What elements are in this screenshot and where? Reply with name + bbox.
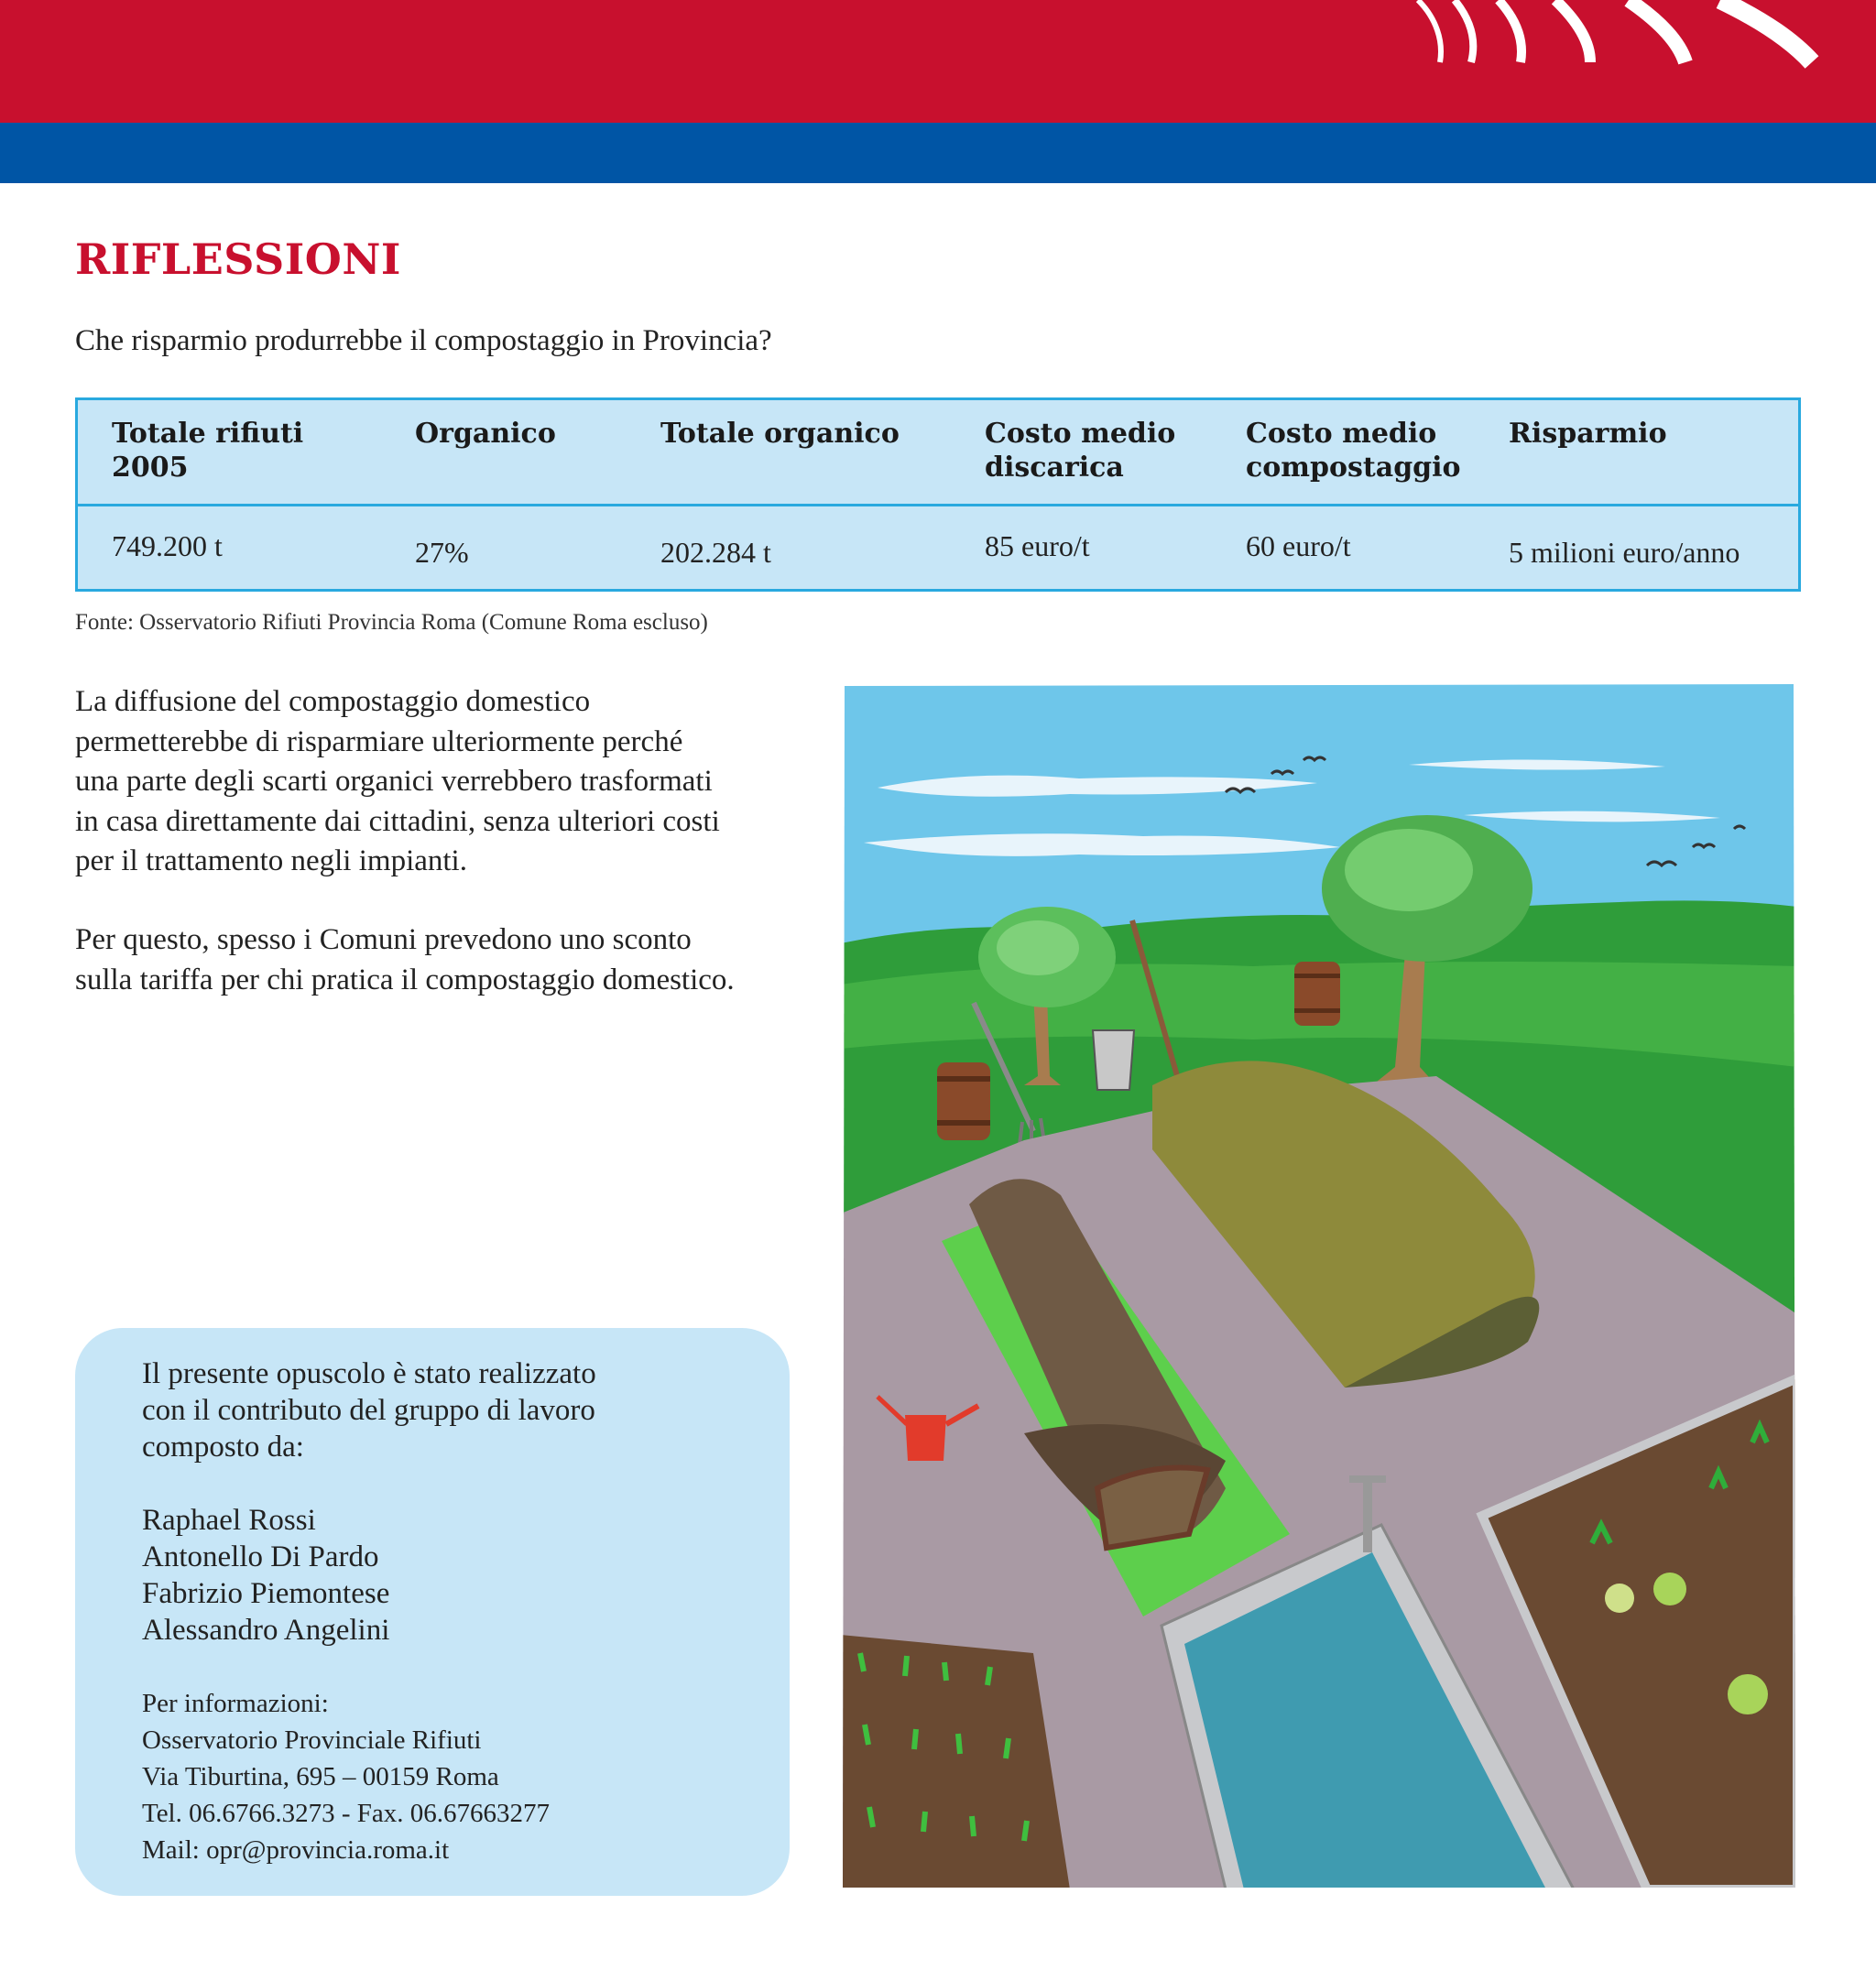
table-header-row [78, 400, 1798, 506]
credits-names [142, 1502, 790, 1649]
cell-risparmio: 5 milioni euro/anno [1509, 536, 1740, 569]
bucket [1093, 1030, 1134, 1090]
text-line: per il trattamento negli impianti. [75, 844, 467, 877]
credit-name: Alessandro Angelini [142, 1614, 390, 1647]
barrel [937, 1062, 990, 1140]
header-text: Totale rifiuti [112, 418, 304, 450]
text-line: Il presente opuscolo è stato realizzato [142, 1357, 596, 1390]
credits-box [75, 1328, 790, 1896]
header-totale-rifiuti [112, 417, 303, 484]
credit-name: Fabrizio Piemontese [142, 1577, 390, 1610]
composting-garden-illustration [841, 682, 1797, 1889]
address: Via Tiburtina, 695 – 00159 Roma [142, 1762, 499, 1791]
cell-costo-compostaggio: 60 euro/t [1246, 529, 1351, 562]
header-red-band [0, 0, 1876, 123]
header-text: Organico [415, 418, 556, 450]
savings-table [75, 397, 1801, 592]
header-costo-discarica [985, 417, 1175, 484]
header-text: compostaggio [1246, 452, 1461, 484]
paragraph-tariff-discount [75, 920, 808, 1000]
cell-totale-organico: 202.284 t [660, 536, 771, 569]
org-name: Osservatorio Provinciale Rifiuti [142, 1725, 482, 1755]
header-text: discarica [985, 452, 1124, 484]
credits-intro [142, 1355, 790, 1465]
table-source-note: Fonte: Osservatorio Rifiuti Provincia Roma (Comune Roma escluso) [75, 610, 708, 635]
vegetable-bed-left [841, 1635, 1070, 1889]
header-costo-compostaggio [1246, 417, 1461, 484]
phone-fax: Tel. 06.6766.3273 - Fax. 06.67663277 [142, 1799, 551, 1828]
cell-costo-discarica: 85 euro/t [985, 529, 1090, 562]
mail-link[interactable]: Mail: opr@provincia.roma.it [142, 1835, 450, 1865]
swoosh-logo-graphic [1363, 0, 1876, 123]
header-risparmio [1509, 417, 1667, 451]
info-label: Per informazioni: [142, 1689, 329, 1718]
header-totale-organico [660, 417, 900, 451]
text-line: con il contributo del gruppo di lavoro [142, 1394, 595, 1427]
text-line: composto da: [142, 1431, 304, 1464]
barrel [1294, 962, 1340, 1026]
header-text: Costo medio [985, 418, 1176, 450]
header-organico [415, 417, 556, 451]
intro-question: Che risparmio produrrebbe il compostaggio in Provincia? [75, 324, 772, 357]
credit-name: Antonello Di Pardo [142, 1540, 379, 1573]
paragraph-composting-diffusion [75, 682, 808, 882]
credits-contact [142, 1685, 790, 1868]
text-line: in casa direttamente dai cittadini, senza ulteriori costi [75, 804, 720, 838]
credit-name: Raphael Rossi [142, 1504, 316, 1537]
header-text: Totale organico [660, 418, 900, 450]
cell-organico: 27% [415, 536, 469, 569]
page-title: RIFLESSIONI [75, 234, 401, 284]
sieve [1097, 1468, 1207, 1549]
text-line: sulla tariffa per chi pratica il compostaggio domestico. [75, 963, 735, 996]
header-blue-band [0, 123, 1876, 183]
header-text: Risparmio [1509, 418, 1667, 450]
text-line: una parte degli scarti organici verrebbero trasformati [75, 765, 713, 798]
text-line: Per questo, spesso i Comuni prevedono uno sconto [75, 923, 692, 956]
cell-totale-rifiuti: 749.200 t [112, 529, 223, 562]
text-line: permetterebbe di risparmiare ulteriormente perché [75, 724, 683, 758]
header-text: 2005 [112, 452, 189, 484]
header-text: Costo medio [1246, 418, 1437, 450]
text-line: La diffusione del compostaggio domestico [75, 685, 591, 718]
